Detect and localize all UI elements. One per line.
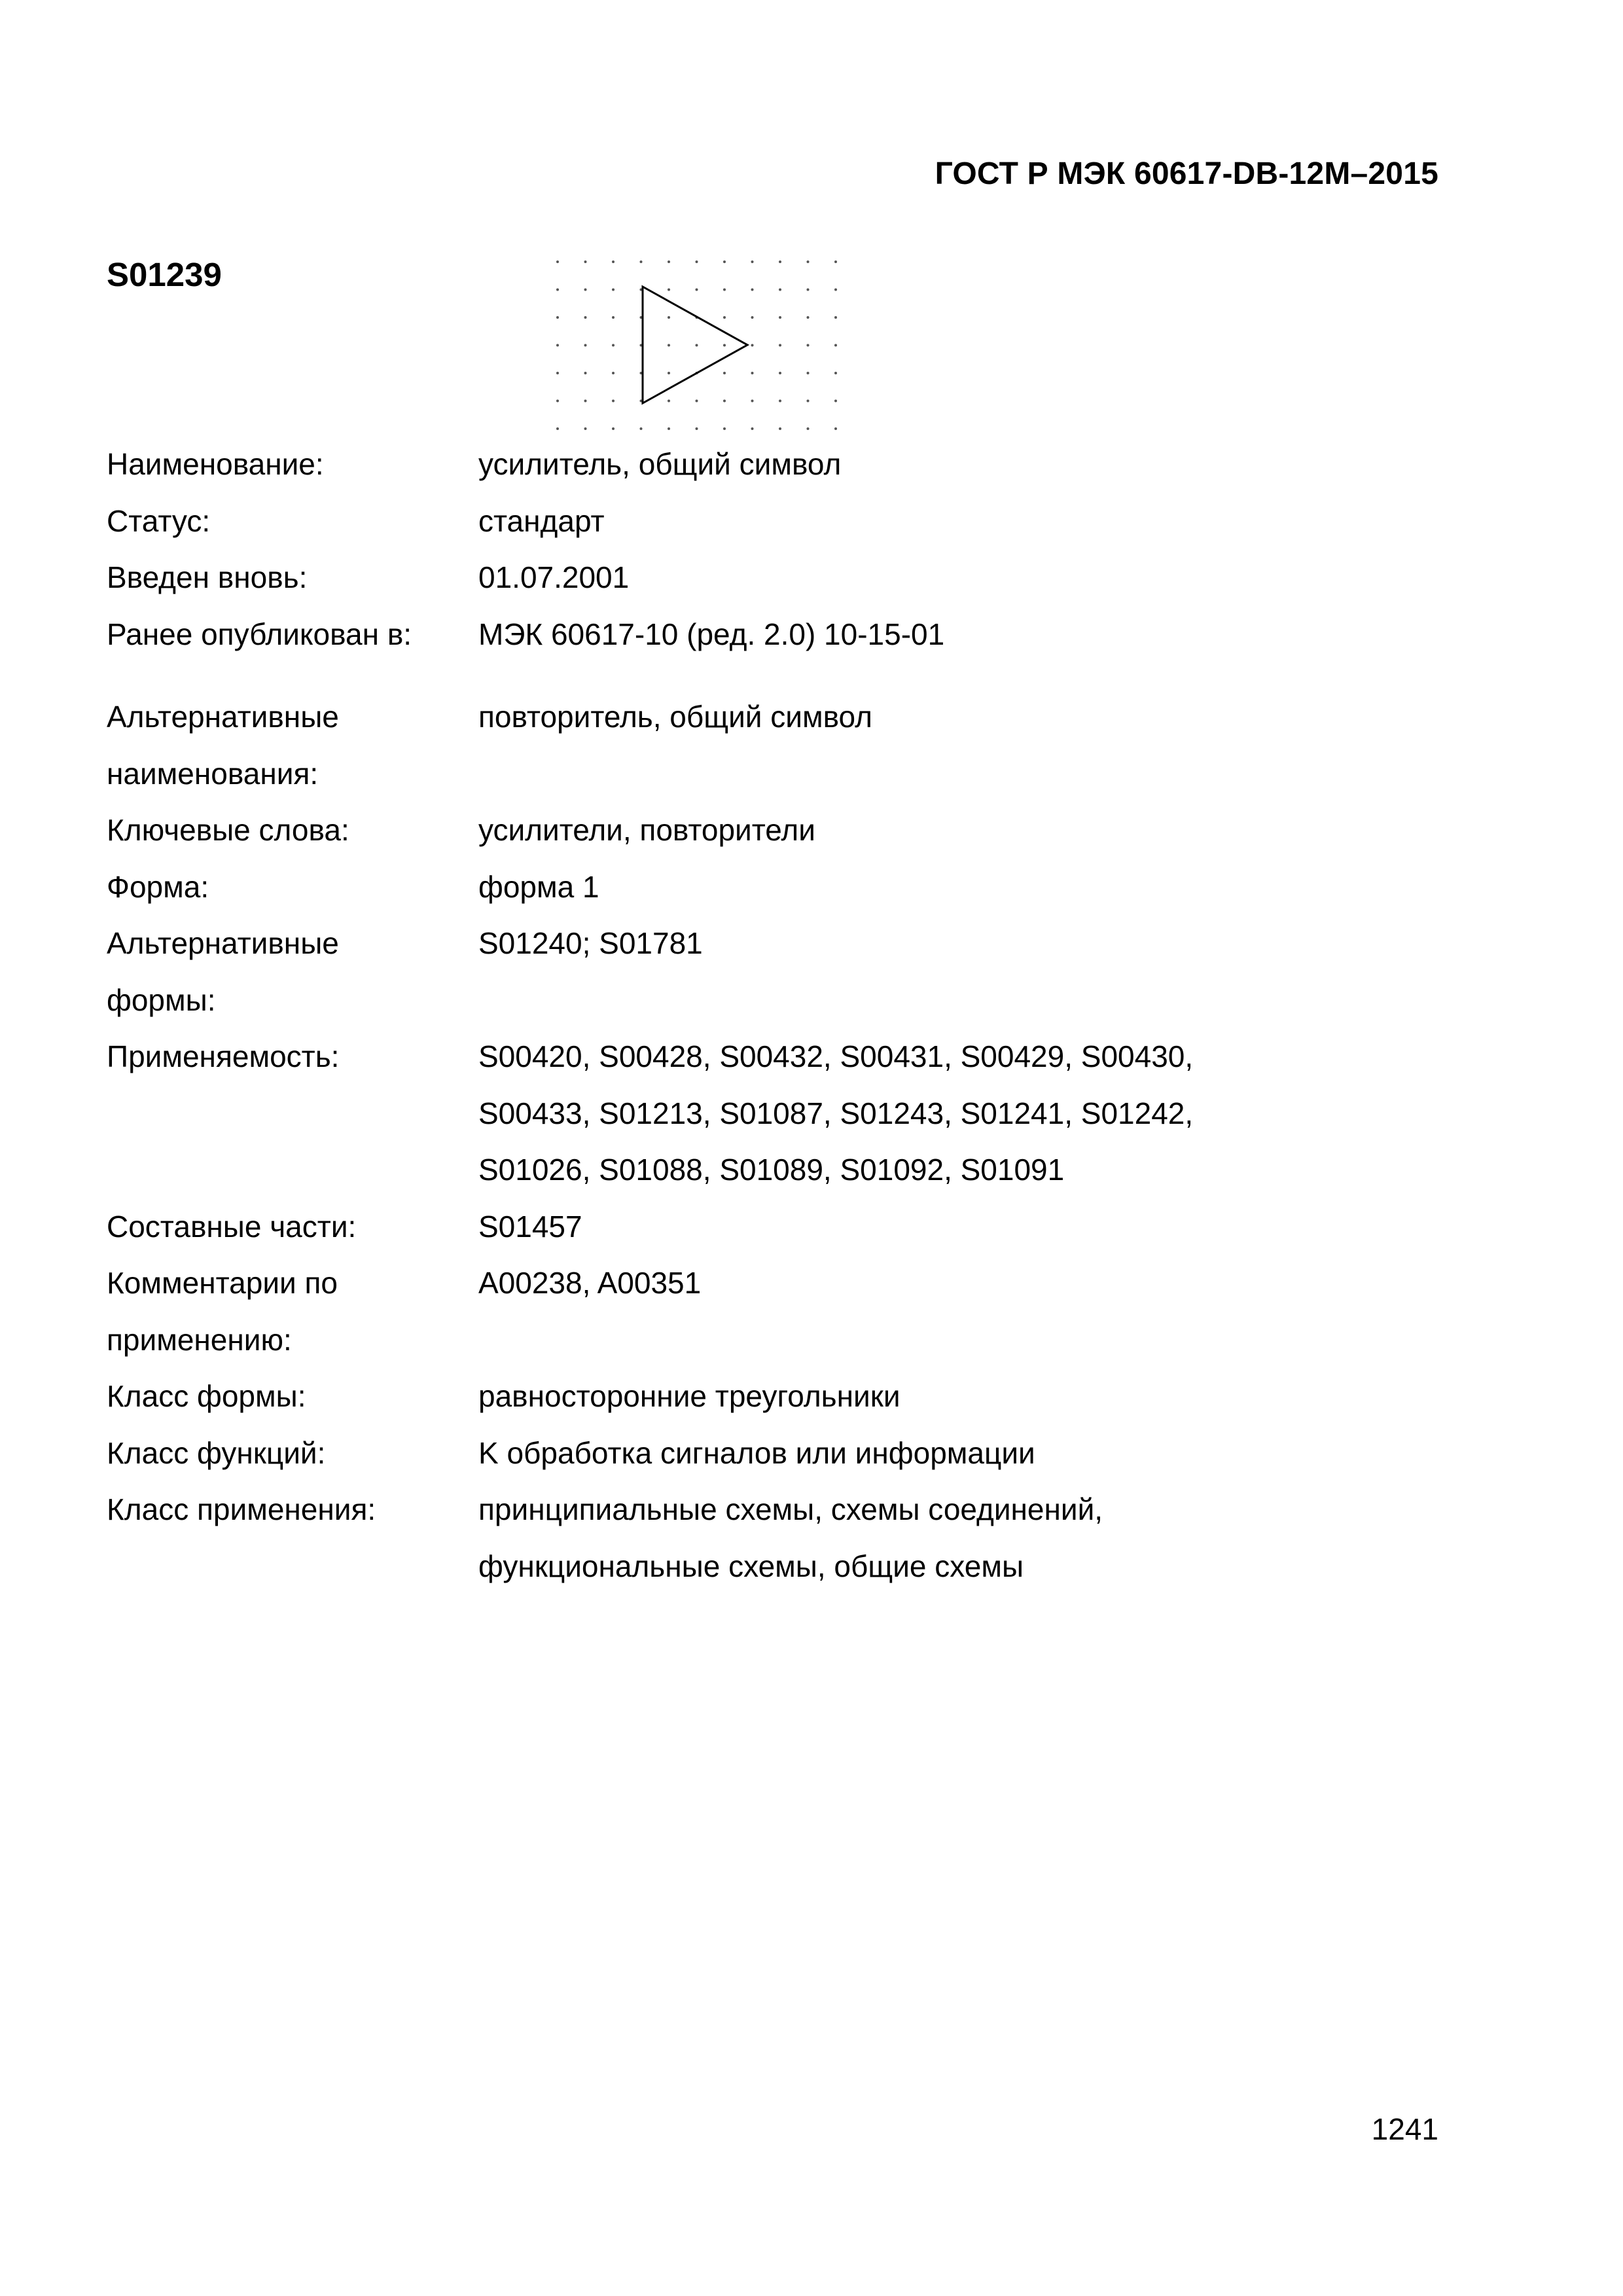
amplifier-triangle-icon bbox=[550, 254, 864, 444]
field-row bbox=[107, 689, 1481, 802]
field-label bbox=[107, 689, 478, 802]
field-value-line: повторитель, общий символ bbox=[478, 700, 872, 734]
field-value bbox=[478, 689, 1481, 745]
field-value bbox=[478, 549, 1481, 606]
field-label-line: формы: bbox=[107, 982, 216, 1017]
field-value-line: S00420, S00428, S00432, S00431, S00429, S00430, bbox=[478, 1039, 1194, 1073]
field-label bbox=[107, 549, 478, 606]
field-label bbox=[107, 802, 478, 859]
field-row bbox=[107, 1368, 1481, 1425]
field-value-line: принципиальные схемы, схемы соединений, bbox=[478, 1492, 1103, 1526]
field-value bbox=[478, 436, 1481, 493]
field-value-line: K обработка сигналов или информации bbox=[478, 1435, 1035, 1470]
field-label-line: Наименование: bbox=[107, 447, 324, 481]
field-label-line: Класс формы: bbox=[107, 1379, 306, 1413]
field-label bbox=[107, 859, 478, 916]
field-label-line: Ключевые слова: bbox=[107, 813, 349, 847]
field-row bbox=[107, 1198, 1481, 1255]
field-label bbox=[107, 606, 478, 663]
field-label-line: применению: bbox=[107, 1322, 292, 1357]
document-header: ГОСТ Р МЭК 60617-DB-12М–2015 bbox=[935, 156, 1438, 191]
field-label bbox=[107, 1368, 478, 1425]
field-row bbox=[107, 1255, 1481, 1368]
field-label bbox=[107, 1198, 478, 1255]
field-label bbox=[107, 1028, 478, 1085]
field-value bbox=[478, 1481, 1481, 1594]
field-value-line: S01457 bbox=[478, 1209, 582, 1244]
field-label bbox=[107, 493, 478, 550]
field-label-line: Класс функций: bbox=[107, 1435, 326, 1470]
field-label-line: Применяемость: bbox=[107, 1039, 340, 1073]
field-label bbox=[107, 1425, 478, 1482]
field-row bbox=[107, 1481, 1481, 1594]
field-value-line: усилитель, общий символ bbox=[478, 447, 842, 481]
field-value-line: 01.07.2001 bbox=[478, 560, 630, 594]
field-value bbox=[478, 1425, 1481, 1482]
field-label-line: Альтернативные bbox=[107, 926, 339, 960]
field-row bbox=[107, 549, 1481, 606]
field-value bbox=[478, 1028, 1481, 1198]
field-label-line: Введен вновь: bbox=[107, 560, 308, 594]
field-label-line: Составные части: bbox=[107, 1209, 357, 1244]
field-label-line: Альтернативные bbox=[107, 700, 339, 734]
field-row bbox=[107, 436, 1481, 493]
field-value-line: S01026, S01088, S01089, S01092, S01091 bbox=[478, 1153, 1065, 1187]
field-value-line: усилители, повторители bbox=[478, 813, 815, 847]
field-row bbox=[107, 859, 1481, 916]
field-label bbox=[107, 1481, 478, 1538]
field-label-line: Статус: bbox=[107, 503, 211, 538]
field-row bbox=[107, 493, 1481, 550]
field-value-line: МЭК 60617-10 (ред. 2.0) 10-15-01 bbox=[478, 617, 945, 651]
field-row bbox=[107, 802, 1481, 859]
field-label-line: Комментарии по bbox=[107, 1266, 338, 1300]
field-value-line: функциональные схемы, общие схемы bbox=[478, 1549, 1024, 1583]
field-label-line: наименования: bbox=[107, 756, 319, 791]
field-value bbox=[478, 606, 1481, 663]
field-value bbox=[478, 493, 1481, 550]
field-value bbox=[478, 1198, 1481, 1255]
symbol-properties bbox=[107, 436, 1481, 1594]
field-value bbox=[478, 1255, 1481, 1312]
field-value-line: равносторонние треугольники bbox=[478, 1379, 901, 1413]
field-label-line: Класс применения: bbox=[107, 1492, 376, 1526]
field-row bbox=[107, 1425, 1481, 1482]
field-row bbox=[107, 1028, 1481, 1198]
field-row bbox=[107, 606, 1481, 663]
field-value-line: S00433, S01213, S01087, S01243, S01241, S01242, bbox=[478, 1096, 1194, 1130]
field-label bbox=[107, 436, 478, 493]
field-value bbox=[478, 915, 1481, 972]
page-number: 1241 bbox=[1371, 2112, 1438, 2146]
field-value-line: A00238, A00351 bbox=[478, 1266, 702, 1300]
symbol-id: S01239 bbox=[107, 256, 222, 293]
field-value-line: S01240; S01781 bbox=[478, 926, 703, 960]
field-label bbox=[107, 915, 478, 1028]
field-label-line: Ранее опубликован в: bbox=[107, 617, 412, 651]
field-value-line: форма 1 bbox=[478, 869, 599, 904]
field-value bbox=[478, 859, 1481, 916]
field-label bbox=[107, 1255, 478, 1368]
field-value bbox=[478, 802, 1481, 859]
field-label-line: Форма: bbox=[107, 869, 209, 904]
field-value bbox=[478, 1368, 1481, 1425]
amplifier-triangle bbox=[643, 287, 747, 403]
dot-grid bbox=[556, 260, 837, 430]
field-row bbox=[107, 915, 1481, 1028]
field-value-line: стандарт bbox=[478, 503, 605, 538]
